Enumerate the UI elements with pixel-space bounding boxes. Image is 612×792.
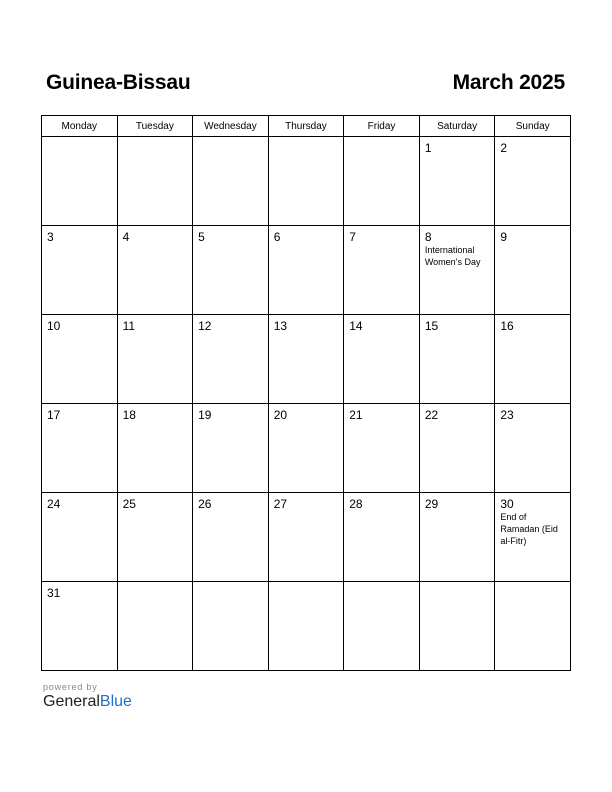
day-cell — [42, 582, 118, 671]
day-cell — [268, 493, 344, 582]
day-number: 12 — [198, 319, 212, 333]
day-cell — [495, 226, 571, 315]
footer-branding — [43, 682, 132, 711]
day-number: 15 — [424, 319, 439, 333]
day-cell — [117, 226, 193, 315]
weekday-sunday: Sunday — [495, 116, 571, 137]
weekday-thursday: Thursday — [268, 116, 344, 137]
week-row — [42, 582, 571, 671]
month-year-title: March 2025 — [452, 71, 565, 94]
day-number: 7 — [349, 230, 356, 244]
day-number: 8 — [424, 230, 432, 244]
day-number: 13 — [273, 319, 288, 333]
day-number: 30 — [500, 497, 514, 511]
day-number: 4 — [122, 230, 130, 244]
weekday-monday: Monday — [42, 116, 118, 137]
day-number: 19 — [198, 408, 212, 422]
weekday-friday: Friday — [344, 116, 420, 137]
day-cell — [495, 315, 571, 404]
day-number: 16 — [500, 319, 514, 333]
day-cell — [193, 137, 269, 226]
day-number: 9 — [500, 230, 508, 244]
weekday-saturday: Saturday — [419, 116, 495, 137]
day-cell — [117, 582, 193, 671]
holiday-label: International Women’s Day — [424, 245, 481, 267]
day-number: 2 — [500, 141, 508, 155]
day-cell — [193, 226, 269, 315]
day-cell — [495, 137, 571, 226]
day-cell — [193, 493, 269, 582]
day-cell — [193, 315, 269, 404]
day-cell — [419, 582, 495, 671]
day-number: 20 — [273, 408, 288, 422]
day-cell — [42, 226, 118, 315]
day-cell — [419, 315, 495, 404]
week-row — [42, 404, 571, 493]
day-cell — [419, 404, 495, 493]
day-cell — [117, 493, 193, 582]
week-row — [42, 226, 571, 315]
calendar-grid — [41, 115, 571, 671]
day-number: 23 — [500, 408, 514, 422]
day-cell — [495, 493, 571, 582]
day-cell — [268, 137, 344, 226]
day-cell — [344, 493, 420, 582]
day-cell — [42, 493, 118, 582]
day-cell — [268, 226, 344, 315]
day-number: 25 — [122, 497, 136, 511]
day-number: 22 — [424, 408, 439, 422]
day-cell — [344, 137, 420, 226]
day-number: 28 — [349, 497, 363, 511]
day-cell — [495, 582, 571, 671]
day-number: 26 — [198, 497, 212, 511]
day-number: 18 — [122, 408, 136, 422]
day-cell — [419, 493, 495, 582]
day-cell — [344, 582, 420, 671]
day-number: 27 — [273, 497, 288, 511]
day-number: 3 — [47, 230, 54, 244]
day-cell — [268, 315, 344, 404]
week-row — [42, 493, 571, 582]
day-cell — [42, 315, 118, 404]
week-row — [42, 315, 571, 404]
day-number: 10 — [47, 319, 61, 333]
day-cell — [419, 137, 495, 226]
holiday-label: End of Ramadan (Eid al-Fitr) — [500, 512, 558, 546]
weekday-wednesday: Wednesday — [193, 116, 269, 137]
day-cell — [193, 582, 269, 671]
week-row — [42, 137, 571, 226]
day-cell — [117, 137, 193, 226]
country-title: Guinea-Bissau — [46, 71, 191, 94]
day-cell — [117, 404, 193, 493]
day-number: 6 — [273, 230, 281, 244]
day-cell — [193, 404, 269, 493]
day-cell — [42, 137, 118, 226]
brand-part2: Blue — [99, 693, 132, 710]
day-number: 21 — [349, 408, 363, 422]
day-number: 29 — [424, 497, 439, 511]
day-number: 31 — [47, 586, 61, 600]
day-cell — [117, 315, 193, 404]
day-number: 24 — [47, 497, 61, 511]
day-cell — [42, 404, 118, 493]
brand-logo[interactable] — [43, 693, 132, 711]
day-cell — [344, 404, 420, 493]
day-cell — [344, 315, 420, 404]
day-number: 11 — [122, 319, 136, 333]
day-number: 5 — [198, 230, 205, 244]
brand-part1: General — [43, 693, 100, 710]
day-cell — [268, 404, 344, 493]
day-cell — [495, 404, 571, 493]
day-cell — [344, 226, 420, 315]
weekday-tuesday: Tuesday — [117, 116, 193, 137]
day-number: 17 — [47, 408, 61, 422]
weekday-header-row — [42, 116, 571, 137]
day-cell — [419, 226, 495, 315]
day-number: 1 — [424, 141, 432, 155]
day-number: 14 — [349, 319, 363, 333]
powered-by-text: powered by — [43, 682, 98, 692]
day-cell — [268, 582, 344, 671]
